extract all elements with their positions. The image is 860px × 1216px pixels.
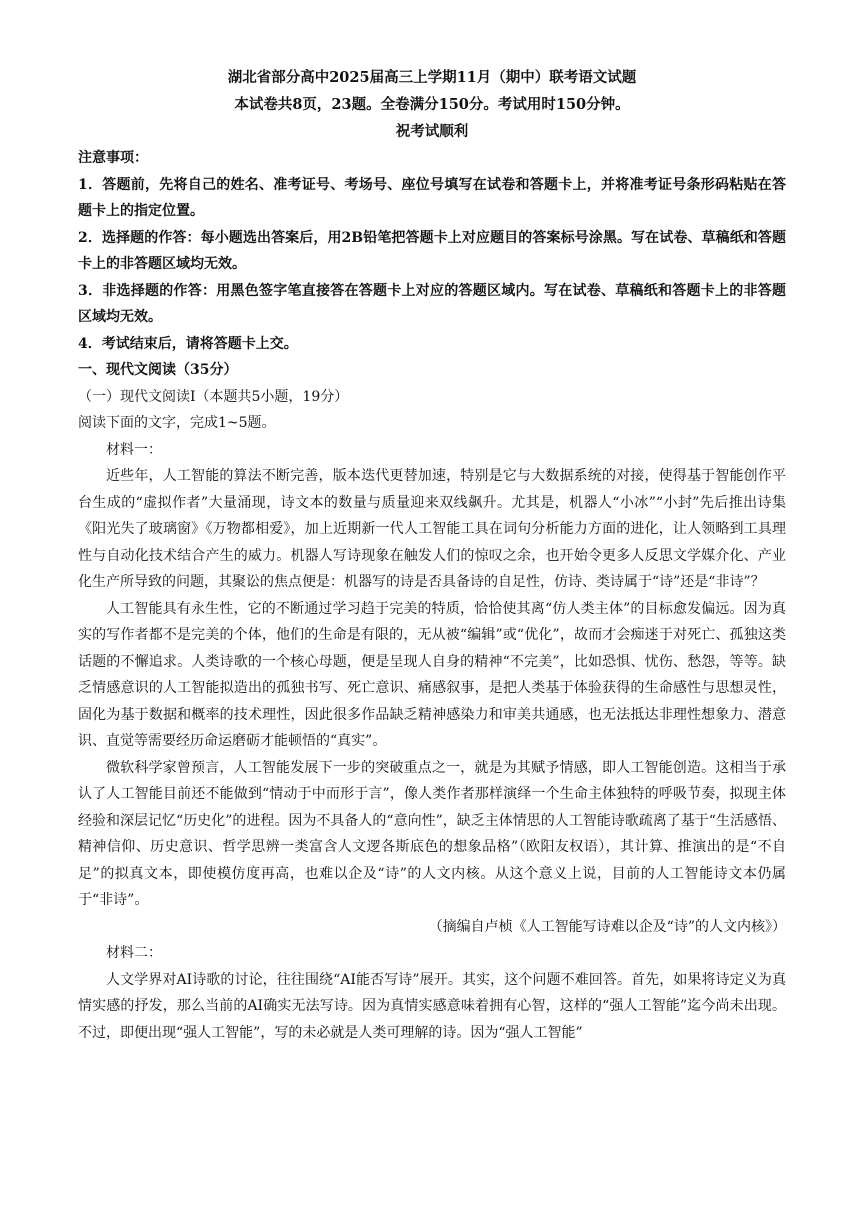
section-modern-reading (78, 357, 786, 1046)
exam-header (78, 64, 786, 145)
material-paragraph: 人工智能具有永生性，它的不断通过学习趋于完美的特质，恰恰使其离“仿人类主体”的目标愈发偏远。因为真实的写作者都不是完美的个体，他们的生命是有限的，无从被“编辑”或“优化”，故而才会痴迷于对死亡、孤独这类话题的不懈追求。人类诗歌的一个核心母题，便是呈现人自身的精神“不完美”，比如恐惧、忧伤、愁怨，等等。缺乏情感意识的人工智能拟造出的孤独书写、死亡意识、痛感叙事，是把人类基于体验获得的生命感性与思想灵性，固化为基于数据和概率的技术理性，因此很多作品缺乏精神感染力和审美共通感，也无法抵达非理性想象力、潜意识、直觉等需要经历命运磨砺才能顿悟的“真实”。 (78, 600, 786, 749)
material-label: 材料二： (106, 945, 162, 961)
material-paragraph: 微软科学家曾预言，人工智能发展下一步的突破重点之一，就是为其赋予情感，即人工智能创造。这相当于承认了人工智能目前还不能做到“情动于中而形于言”，像人类作者那样演绎一个生命主体独特的呼吸节奏，拟现主体经验和深层记忆“历史化”的进程。因为不具备人的“意向性”，缺乏主体情思的人工智能诗歌疏离了基于“生活感悟、精神信仰、历史意识、哲学思辨一类富含人文逻各斯底色的想象品格”（欧阳友权语），其计算、推演出的是“不自足”的拟真文本，即使模仿度再高，也难以企及“诗”的人文内核。从这个意义上说，目前的人工智能诗文本仍属于“非诗”。 (78, 759, 786, 908)
material-source: （摘编自卢桢《人工智能写诗难以企及“诗”的人文内核》） (428, 918, 786, 935)
material-paragraph: 近些年，人工智能的算法不断完善，版本迭代更替加速，特别是它与大数据系统的对接，使得基于智能创作平台生成的“虚拟作者”大量涌现，诗文本的数量与质量迎来双线飙升。尤其是，机器人“小冰”“小封”先后推出诗集《阳光失了玻璃窗》《万物都相爱》，加上近期新一代人工智能工具在词句分析能力方面的进化，让人领略到工具理性与自动化技术结合产生的威力。机器人写诗现象在触发人们的惊叹之余，也开始令更多人反思文学媒介化、产业化生产所导致的问题，其聚讼的焦点便是：机器写的诗是否具备诗的自足性，仿诗、类诗属于“诗”还是“非诗”？ (78, 468, 786, 590)
notice-heading: 注意事项： (78, 150, 148, 166)
section-heading: 一、现代文阅读（35分） (78, 362, 238, 378)
material-paragraph: 人文学界对AI诗歌的讨论，往往围绕“AI能否写诗”展开。其实，这个问题不难回答。首先，如果将诗定义为真情实感的抒发，那么当前的AI确实无法写诗。因为真情实感意味着拥有心智，这样的“强人工智能”迄今尚未出现。不过，即便出现“强人工智能”，写的未必就是人类可理解的诗。因为“强人工智能” (78, 971, 786, 1041)
notice-item: 2．选择题的作答：每小题选出答案后，用2B铅笔把答题卡上对应题目的答案标号涂黑。写在试卷、草稿纸和答题卡上的非答题区域均无效。 (78, 229, 786, 272)
material-label: 材料一： (106, 441, 162, 458)
notice-item: 4．考试结束后，请将答题卡上交。 (78, 335, 298, 352)
notice-item: 3．非选择题的作答：用黑色签字笔直接答在答题卡上对应的答题区域内。写在试卷、草稿纸和答题卡上的非答题区域均无效。 (78, 282, 786, 325)
notice-section (78, 145, 786, 357)
reading-instruction: 阅读下面的文字，完成1~5题。 (78, 415, 276, 431)
notice-item: 1．答题前，先将自己的姓名、准考证号、考场号、座位号填写在试卷和答题卡上，并将准考证号条形码粘贴在答题卡上的指定位置。 (78, 176, 786, 219)
sub-section-heading: （一）现代文阅读Ⅰ（本题共5小题，19分） (78, 388, 349, 405)
exam-title: 湖北省部分高中2025届高三上学期11月（期中）联考语文试题 (227, 69, 637, 86)
exam-wish: 祝考试顺利 (395, 123, 469, 140)
exam-page (78, 64, 786, 1046)
exam-subtitle: 本试卷共8页，23题。全卷满分150分。考试用时150分钟。 (234, 96, 630, 113)
